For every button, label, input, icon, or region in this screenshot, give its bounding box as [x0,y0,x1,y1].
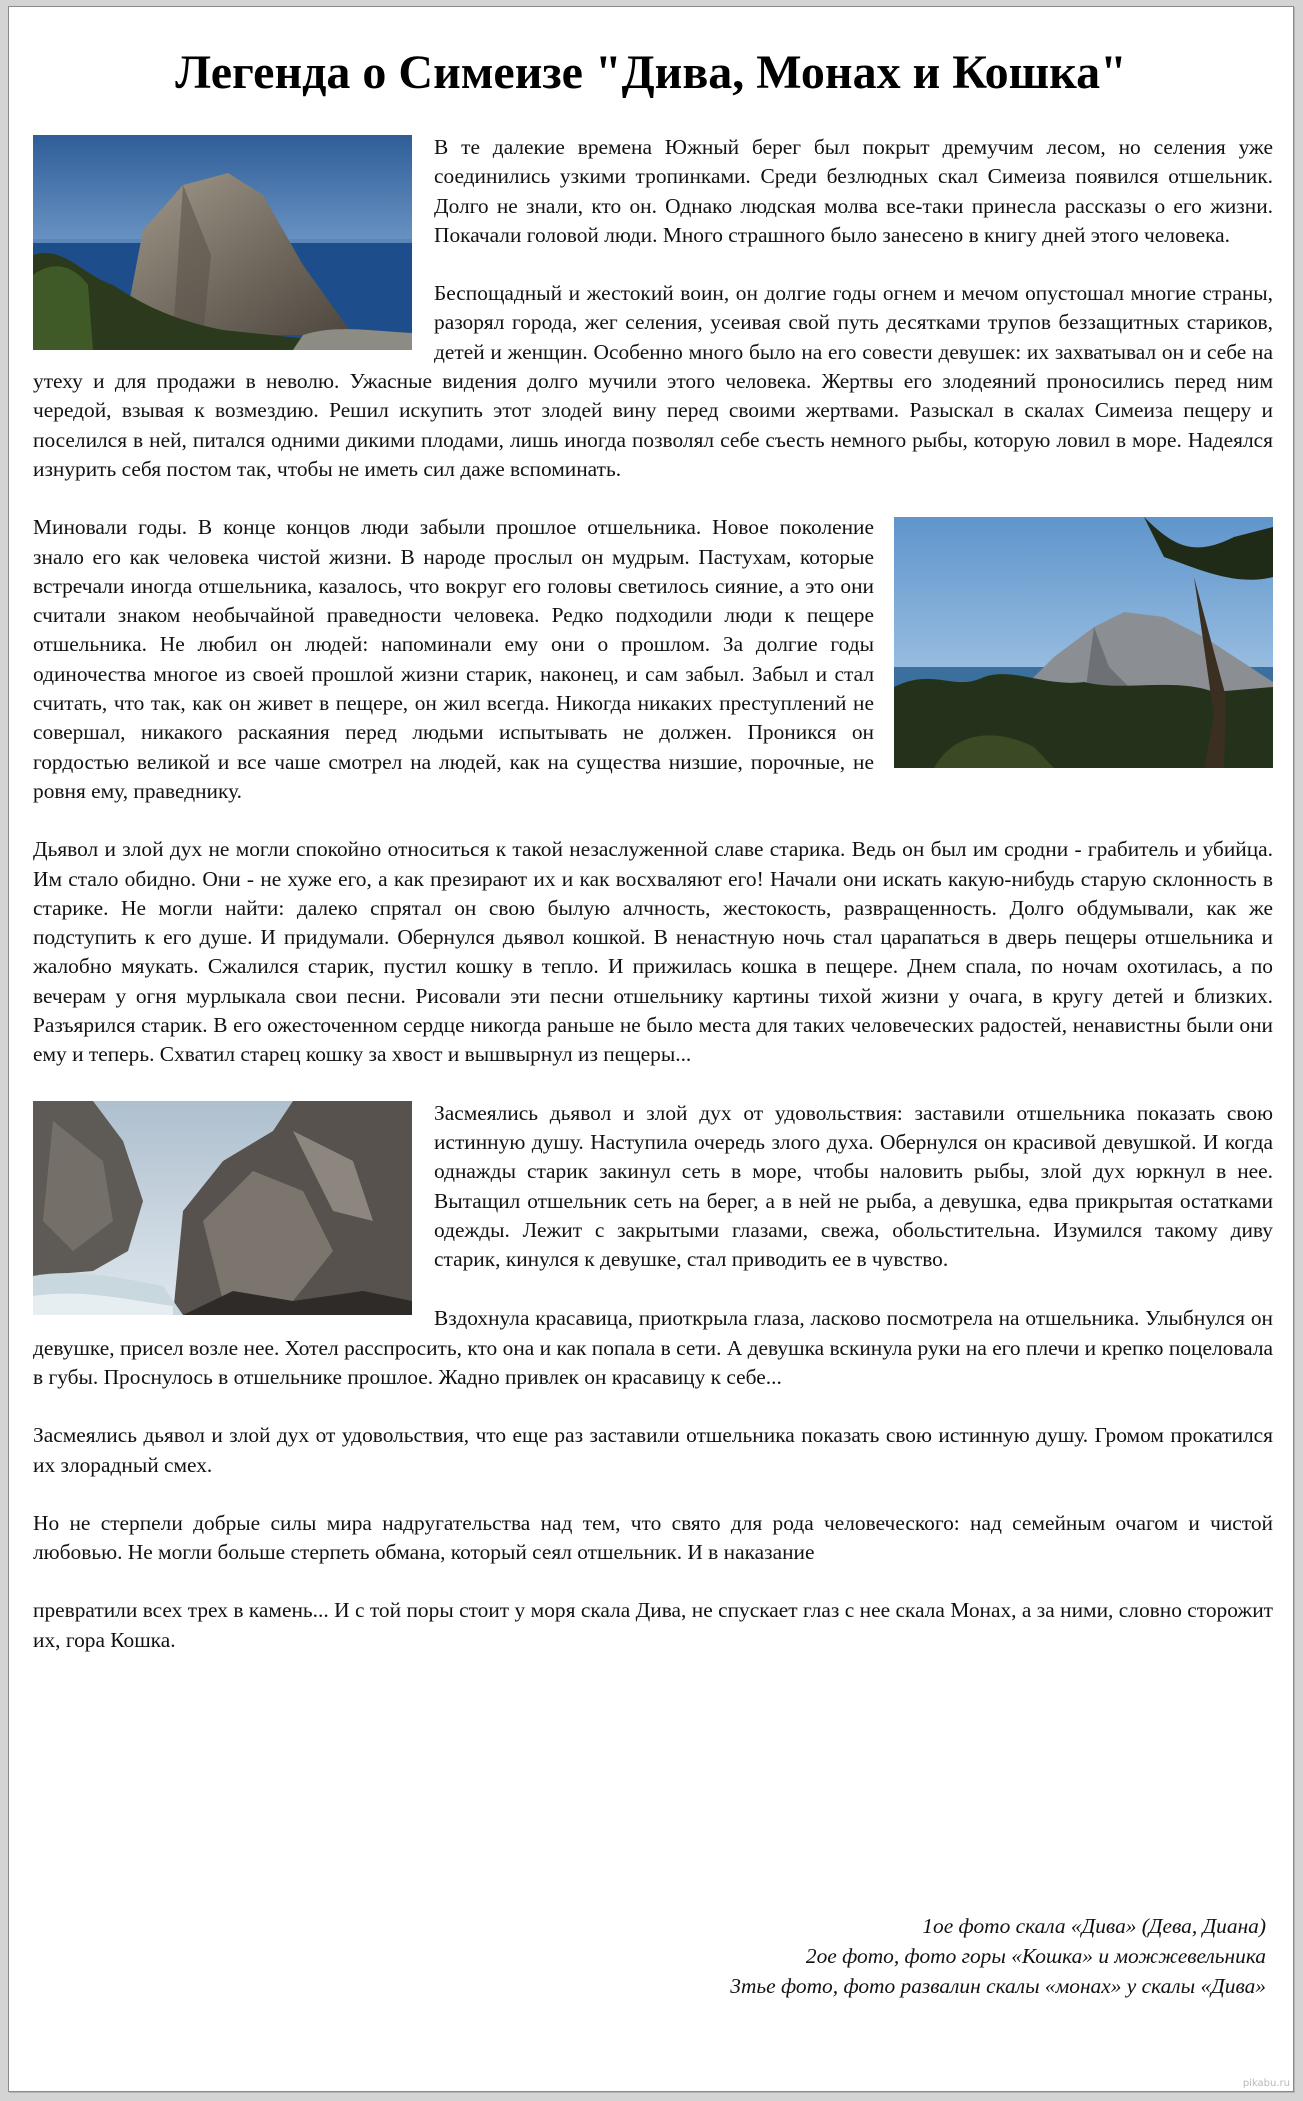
paragraph-5: Засмеялись дьявол и злой дух от удовольствия: заставили отшельника показать свою истинную душу. Наступила очередь злого духа. Обернулся он красивой девушкой. И когда однажды старик закинул сеть в море, чтобы наловить рыбы, злой дух юркнул в нее. Вытащил отшельник сеть на берег, а в ней не рыба, а девушка, едва прикрытая остатками одежды. Лежит с закрытыми глазами, свежа, обольстительна. Изумился такому диву старик, кинулся к девушке, стал приводить ее в чувство. [434,1100,1273,1272]
paragraph-7: Засмеялись дьявол и злой дух от удовольствия, что еще раз заставили отшельника показать свою истинную душу. Громом прокатился их злорадный смех. [33,1423,1273,1477]
paragraph-2: Беспощадный и жестокий воин, он долгие годы огнем и мечом опустошал многие страны, разорял города, жег селения, усеивая свой путь десятками трупов беззащитных стариков, детей и женщин. Особенно много было на его совести девушек: их захватывал он и себе на утеху и для продажи в неволю. Ужасные видения долго мучили этого человека. Жертвы его злодеяний проносились перед ним чередой, взывая к возмездию. Решил искупить этот злодей вину перед своими жертвами. Разыскал в скалах Симеиза пещеру и поселился в ней, питался одними дикими плодами, лишь иногда позволял себе съесть немного рыбы, которую ловил в море. Надеялся изнурить себя постом так, чтобы не иметь сил даже вспоминать. [33,281,1273,481]
paragraph-4: Дьявол и злой дух не могли спокойно относиться к такой незаслуженной славе старика. Ведь он был им сродни - грабитель и убийца. Им стало обидно. Они - не хуже его, а как презирают их и как восхваляют его! Начали они искать какую-нибудь старую склонность в старике. Не могли найти: далеко спрятал он свою былую алчность, жестокость, развращенность. Долго обдумывали, как же подступить к его душе. И придумали. Обернулся дьявол кошкой. В ненастную ночь стал царапаться в дверь пещеры отшельника и жалобно мяукать. Сжалился старик, пустил кошку в тепло. И прижилась кошка в пещере. Днем спала, по ночам охотилась, а по вечерам у огня мурлыкала свои песни. Рисовали эти песни отшельнику картины тихой жизни у очага, в кругу детей и близких. Разъярился старик. В его ожесточенном сердце никогда раньше не было места для таких человеческих радостей, ненавистны были они ему и теперь. Схватил старец кошку за хвост и вышвырнул из пещеры... [33,837,1273,1067]
caption-1: 1ое фото скала «Дива» (Дева, Диана) [922,1914,1266,1938]
photo-koshka-mountain [894,517,1273,768]
photo-monakh-ruins [33,1101,412,1315]
paragraph-3: Миновали годы. В конце концов люди забыли прошлое отшельника. Новое поколение знало его как человека чистой жизни. В народе прослыл он мудрым. Пастухам, которые встречали иногда отшельника, казалось, что вокруг его головы светилось сияние, а это они считали знаком необычайной праведности человека. Редко подходили люди к пещере отшельника. Не любил он людей: напоминали ему они о прошлом. За долгие годы одиночества многое из своей прошлой жизни старик, наконец, и сам забыл. Забыл и стал считать, что так, как он живет в пещере, он жил всегда. Никогда никаких преступлений не совершал, никакого раскаяния перед людьми испытывать не должен. Проникся он гордостью великой и все чаше смотрел на людей, как на существа низшие, порочные, не ровня ему, праведнику. [33,515,874,803]
caption-2: 2ое фото, фото горы «Кошка» и можжевельника [805,1944,1266,1968]
paragraph-1: В те далекие времена Южный берег был покрыт дремучим лесом, но селения уже соединились узкими тропинками. Среди безлюдных скал Симеиза появился отшельник. Долго не знали, кто он. Однако людская молва все-таки принесла рассказы о его жизни. Покачали головой люди. Много страшного было занесено в книгу дней этого человека. [434,135,1273,247]
paragraph-6: Вздохнула красавица, приоткрыла глаза, ласково посмотрела на отшельника. Улыбнулся он девушке, присел возле нее. Хотел расспросить, кто она и как попала в сети. А девушка вскинула руки на его плечи и крепко поцеловала в губы. Проснулось в отшельнике прошлое. Жадно привлек он красавицу к себе... [33,1306,1273,1389]
caption-3: 3тье фото, фото развалин скалы «монах» у скалы «Дива» [730,1974,1266,1998]
photo-captions [730,1911,1266,2001]
document-page [8,6,1294,2092]
article-body [33,133,1273,1684]
paragraph-8: Но не стерпели добрые силы мира надругательства над тем, что свято для рода человеческого: над семейным очагом и чистой любовью. Не могли больше стерпеть обмана, который сеял отшельник. И в наказание [33,1510,1273,1565]
paragraph-9: превратили всех трех в камень... И с той поры стоит у моря скала Дива, не спускает глаз с нее скала Монах, а за ними, словно сторожит их, гора Кошка. [33,1598,1273,1652]
watermark: pikabu.ru [1242,2078,1290,2089]
page-title: Легенда о Симеизе "Дива, Монах и Кошка" [175,46,1127,99]
photo-diva-rock [33,135,412,350]
